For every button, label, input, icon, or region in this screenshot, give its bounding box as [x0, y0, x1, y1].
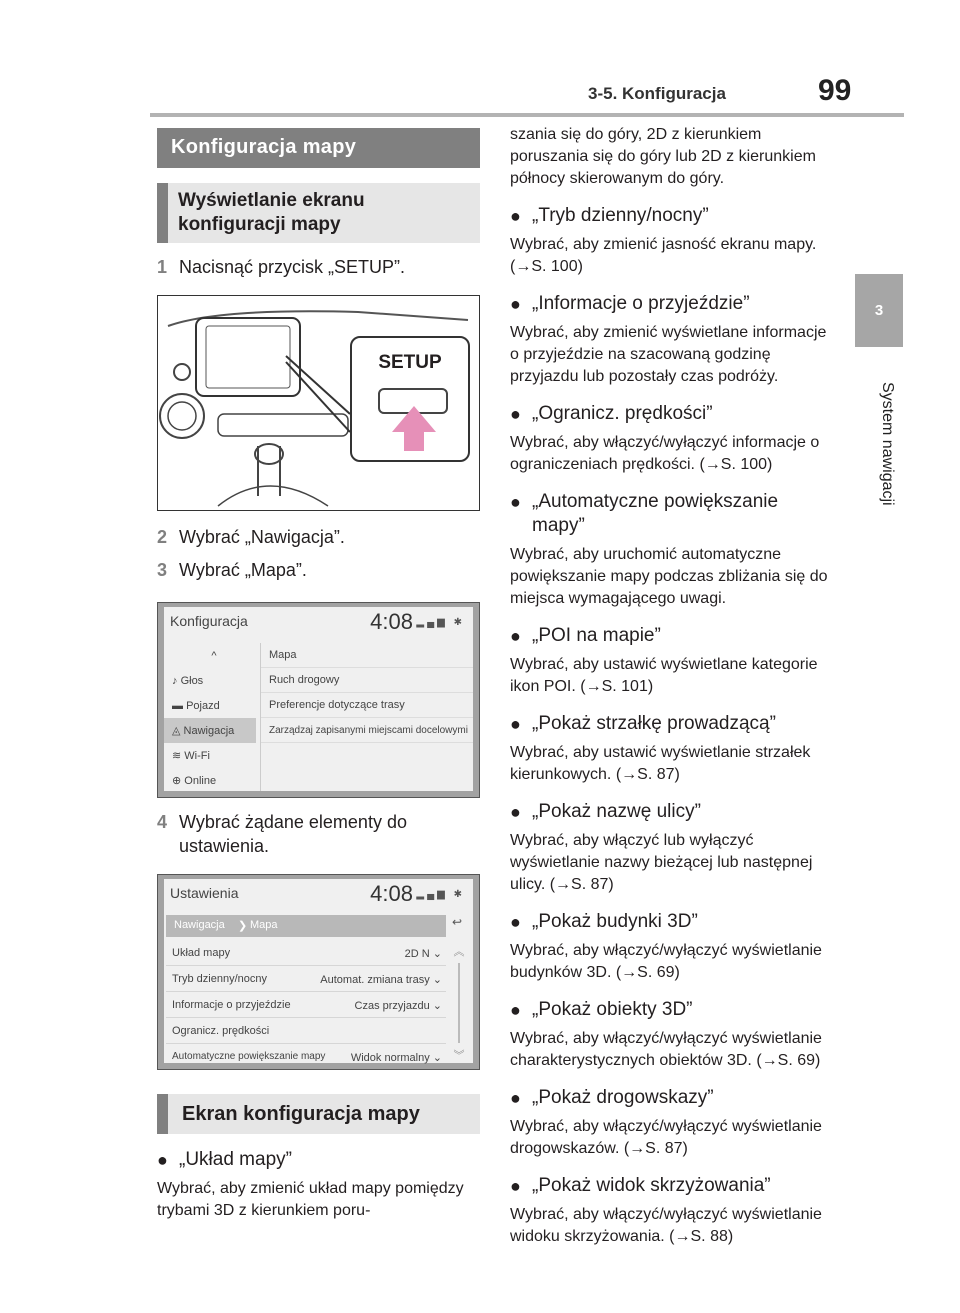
- setting-value: Automat. zmiana trasy ⌄: [320, 974, 442, 986]
- item-title: [510, 1086, 835, 1110]
- item-title: [157, 1148, 480, 1172]
- subsection-title: Wyświetlanie ekranu konfiguracji mapy: [157, 183, 480, 243]
- step-number: 2: [157, 527, 168, 547]
- step-text: Nacisnąć przycisk „SETUP”.: [179, 257, 406, 277]
- item-description: Wybrać, aby zmienić układ mapy pomiędzy trybami 3D z kierunkiem poru-: [157, 1180, 464, 1219]
- item-title: [510, 910, 835, 934]
- chapter-tab: [855, 274, 903, 347]
- chevron-double-up-icon[interactable]: ︽: [453, 946, 465, 958]
- step-text: Wybrać „Mapa”.: [179, 560, 307, 580]
- item-description: Wybrać, aby włączyć lub wyłączyć wyświetlanie nazwy bieżącej lub następnej ulicy. (→S. 87): [510, 832, 813, 893]
- section-title: Konfiguracja mapy: [157, 128, 480, 168]
- scrollbar[interactable]: [451, 943, 467, 1065]
- step-number: 3: [157, 560, 168, 580]
- item-title: [510, 490, 835, 538]
- item-title: [510, 800, 835, 824]
- step-number: 1: [157, 257, 168, 277]
- item-title-text: „Ogranicz. prędkości”: [532, 403, 713, 424]
- chapter-title: System nawigacji: [879, 382, 896, 506]
- menu-item-nawigacja[interactable]: [164, 718, 256, 743]
- menu-item-glos[interactable]: [164, 668, 256, 693]
- list-item: [510, 800, 835, 896]
- list-item: [510, 402, 835, 476]
- header-rule: [150, 113, 904, 117]
- setting-label: Tryb dzienny/nocny: [172, 973, 267, 985]
- chapter-number: 3: [874, 302, 884, 319]
- item-title-text: „Pokaż budynki 3D”: [532, 911, 698, 932]
- setting-row[interactable]: [166, 967, 446, 992]
- left-column: [157, 128, 480, 1222]
- menu-item-online[interactable]: [164, 768, 256, 793]
- breadcrumb-item[interactable]: Mapa: [250, 919, 278, 931]
- konfiguracja-screen: [157, 602, 480, 798]
- list-item: [510, 1086, 835, 1160]
- item-description: Wybrać, aby włączyć/wyłączyć informacje o ograniczeniach prędkości. (→S. 100): [510, 434, 820, 473]
- list-item: [510, 204, 835, 278]
- item-description: Wybrać, aby ustawić wyświetlane kategorie ikon POI. (→S. 101): [510, 656, 818, 695]
- arrow-stem: [404, 431, 424, 451]
- setting-row[interactable]: [166, 993, 446, 1018]
- list-item[interactable]: Mapa: [261, 643, 473, 668]
- dashboard-illustration: [157, 295, 480, 511]
- speaker-icon: ♪: [172, 674, 181, 687]
- item-description: Wybrać, aby włączyć/wyłączyć wyświetlanie widoku skrzyżowania. (→S. 88): [510, 1206, 822, 1245]
- breadcrumb: [166, 915, 446, 937]
- bullet-icon: ●: [510, 714, 521, 734]
- navigation-icon: ◬: [172, 725, 184, 737]
- screen-display: [164, 879, 473, 1063]
- setting-value: 2D N ⌄: [404, 948, 442, 960]
- list-item: [510, 910, 835, 984]
- item-title: [510, 204, 835, 228]
- page-number: 99: [818, 74, 852, 107]
- menu-label: Wi-Fi: [184, 749, 210, 762]
- item-title-text: „Pokaż strzałkę prowadzącą”: [532, 713, 776, 734]
- globe-icon: ⊕: [172, 775, 185, 787]
- screen-display: [164, 607, 473, 791]
- item-description: Wybrać, aby włączyć/wyłączyć wyświetlanie drogowskazów. (→S. 87): [510, 1118, 822, 1157]
- item-title: [510, 712, 835, 736]
- step-text: Wybrać żądane elementy do ustawienia.: [179, 812, 407, 856]
- chevron-up-icon[interactable]: ^: [211, 649, 217, 662]
- item-title: [510, 402, 835, 426]
- menu-label: Pojazd: [186, 699, 220, 712]
- step-3: [157, 558, 480, 582]
- right-column: [510, 124, 835, 1248]
- bullet-icon: ●: [510, 492, 521, 512]
- status-icons: ▂▄▆ ✱: [416, 889, 465, 900]
- list-item: [510, 292, 835, 388]
- setting-label: Automatyczne powiększanie mapy: [172, 1051, 326, 1062]
- list-item[interactable]: Zarządzaj zapisanymi miejscami docelowymi: [261, 718, 473, 743]
- item-title-text: „POI na mapie”: [532, 625, 661, 646]
- breadcrumb-item[interactable]: Nawigacja: [174, 919, 225, 931]
- item-description: Wybrać, aby włączyć/wyłączyć wyświetlanie charakterystycznych obiektów 3D. (→S. 69): [510, 1030, 822, 1069]
- breadcrumb-separator: ❯: [238, 920, 248, 932]
- item-title-text: „Pokaż widok skrzyżowania”: [532, 1175, 771, 1196]
- step-4: [157, 810, 480, 858]
- item-description: Wybrać, aby zmienić jasność ekranu mapy. (→S. 100): [510, 236, 817, 275]
- item-list: [510, 204, 835, 1248]
- item-title-text: „Układ mapy”: [179, 1149, 292, 1170]
- step-2: [157, 525, 480, 549]
- step-text: Wybrać „Nawigacja”.: [179, 527, 345, 547]
- menu-label: Online: [184, 774, 217, 787]
- continuation-text: szania się do góry, 2D z kierunkiem poruszania się do góry lub 2D z kierunkiem północy skierowanym do góry.: [510, 126, 816, 187]
- wifi-icon: ≋: [172, 750, 185, 762]
- list-item: [510, 490, 835, 610]
- bullet-icon: ●: [157, 1150, 168, 1170]
- item-title: [510, 292, 835, 316]
- bullet-icon: ●: [510, 626, 521, 646]
- menu-label: Głos: [180, 674, 204, 687]
- setting-label: Ogranicz. prędkości: [172, 1025, 270, 1037]
- arrow-up-icon: [392, 406, 436, 432]
- screen-menu: [164, 643, 256, 791]
- screen-title: Konfiguracja: [170, 613, 248, 629]
- item-description: Wybrać, aby ustawić wyświetlanie strzałek kierunkowych. (→S. 87): [510, 744, 811, 783]
- item-title-text: „Pokaż nazwę ulicy”: [532, 801, 701, 822]
- scroll-track[interactable]: [458, 963, 460, 1043]
- item-title-text: „Pokaż obiekty 3D”: [532, 999, 693, 1020]
- item-description: Wybrać, aby uruchomić automatyczne powiększanie mapy podczas zbliżania się do miejsca wymagającego uwagi.: [510, 546, 828, 607]
- step-number: 4: [157, 812, 168, 832]
- back-icon[interactable]: ↩: [451, 915, 463, 929]
- item-title: [510, 1174, 835, 1198]
- item-title-text: „Pokaż drogowskazy”: [532, 1087, 714, 1108]
- bullet-icon: ●: [510, 1000, 521, 1020]
- setup-callout: [350, 336, 470, 462]
- list-item: [510, 624, 835, 698]
- list-item[interactable]: Ruch drogowy: [261, 668, 473, 693]
- ustawienia-screen: [157, 874, 480, 1070]
- bullet-icon: ●: [510, 802, 521, 822]
- list-item[interactable]: Preferencje dotyczące trasy: [261, 693, 473, 718]
- setting-row[interactable]: [166, 941, 446, 966]
- bullet-icon: ●: [510, 912, 521, 932]
- menu-item-wifi[interactable]: [164, 743, 256, 768]
- chevron-double-down-icon[interactable]: ︾: [453, 1050, 465, 1062]
- bullet-icon: ●: [510, 404, 521, 424]
- step-1: [157, 255, 480, 279]
- bullet-icon: ●: [510, 294, 521, 314]
- screen-clock: 4:08: [370, 609, 413, 634]
- item-title-text: „Informacje o przyjeździe”: [532, 293, 750, 314]
- section-header: 3-5. Konfiguracja: [588, 84, 726, 103]
- list-item: [510, 712, 835, 786]
- setting-row[interactable]: [166, 1019, 446, 1044]
- item-title: [510, 998, 835, 1022]
- item-description: Wybrać, aby zmienić wyświetlane informacje o przyjeździe na szacowaną godzinę przyjazdu lub pozostały czas podróży.: [510, 324, 827, 385]
- car-icon: ▬: [172, 699, 187, 712]
- screen-clock: 4:08: [370, 881, 413, 906]
- list-item: [510, 998, 835, 1072]
- list-item: [510, 1174, 835, 1248]
- status-icons: ▂▄▆ ✱: [416, 617, 465, 628]
- menu-item-pojazd[interactable]: [164, 693, 256, 718]
- item-description: Wybrać, aby włączyć/wyłączyć wyświetlanie budynków 3D. (→S. 69): [510, 942, 822, 981]
- setting-label: Układ mapy: [172, 947, 231, 959]
- setup-label: SETUP: [378, 352, 442, 373]
- setting-label: Informacje o przyjeździe: [172, 999, 291, 1011]
- menu-label: Nawigacja: [183, 724, 235, 737]
- bullet-icon: ●: [510, 1088, 521, 1108]
- setting-value: Czas przyjazdu ⌄: [354, 1000, 442, 1012]
- setting-value: Widok normalny ⌄: [350, 1052, 442, 1064]
- screen-title: Ustawienia: [170, 885, 239, 901]
- section2-title: Ekran konfiguracja mapy: [157, 1094, 480, 1134]
- bullet-icon: ●: [510, 206, 521, 226]
- bullet-icon: ●: [510, 1176, 521, 1196]
- screen-list: [260, 643, 473, 791]
- item-title: [510, 624, 835, 648]
- item-title-text: „Tryb dzienny/nocny”: [532, 205, 709, 226]
- setting-row[interactable]: [166, 1045, 446, 1070]
- item-title-text: „Automatyczne powiększanie mapy”: [532, 491, 779, 536]
